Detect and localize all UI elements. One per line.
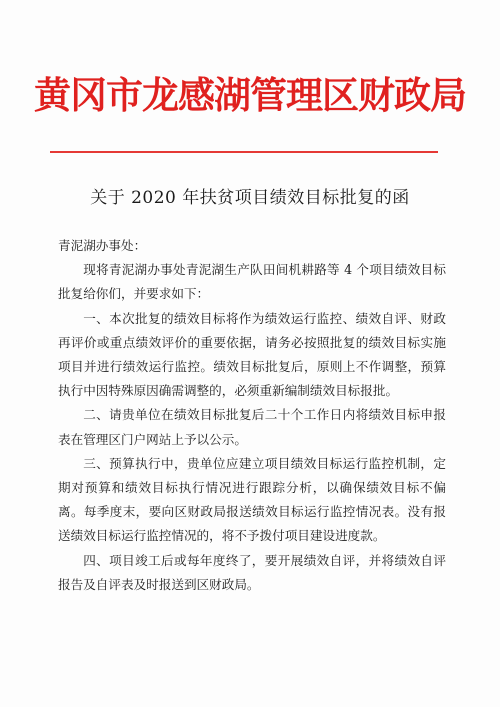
paragraph-1: 一、本次批复的绩效目标将作为绩效运行监控、绩效自评、财政再评价或重点绩效评价的重要依据，请务必按照批复的绩效目标实施项目并进行绩效运行监控。绩效目标批复后，原则上不作调整，预算执行中因特殊原因确需调整的，必须重新编制绩效目标报批。 [58, 310, 446, 399]
salutation: 青泥湖办事处： [58, 238, 147, 253]
paragraph-2: 二、请贵单位在绩效目标批复后二十个工作日内将绩效目标申报表在管理区门户网站上予以公示。 [58, 407, 446, 447]
red-header-rule [50, 151, 438, 153]
paragraph-4: 四、项目竣工后或每年度终了，要开展绩效自评，并将绩效自评报告及自评表及时报送到区财政局。 [58, 552, 446, 592]
document-title: 关于 2020 年扶贫项目绩效目标批复的函 [90, 188, 410, 208]
document-body [58, 234, 446, 597]
paragraph-3: 三、预算执行中，贵单位应建立项目绩效目标运行监控机制，定期对预算和绩效目标执行情况进行跟踪分析，以确保绩效目标不偏离。每季度末，要向区财政局报送绩效目标运行监控情况表。没有报送绩效目标运行监控情况的，将不予拨付项目建设进度款。 [58, 455, 446, 544]
paragraph-intro: 现将青泥湖办事处青泥湖生产队田间机耕路等 4 个项目绩效目标批复给你们，并要求如下： [58, 262, 446, 302]
org-header: 黄冈市龙感湖管理区财政局 [34, 73, 466, 117]
